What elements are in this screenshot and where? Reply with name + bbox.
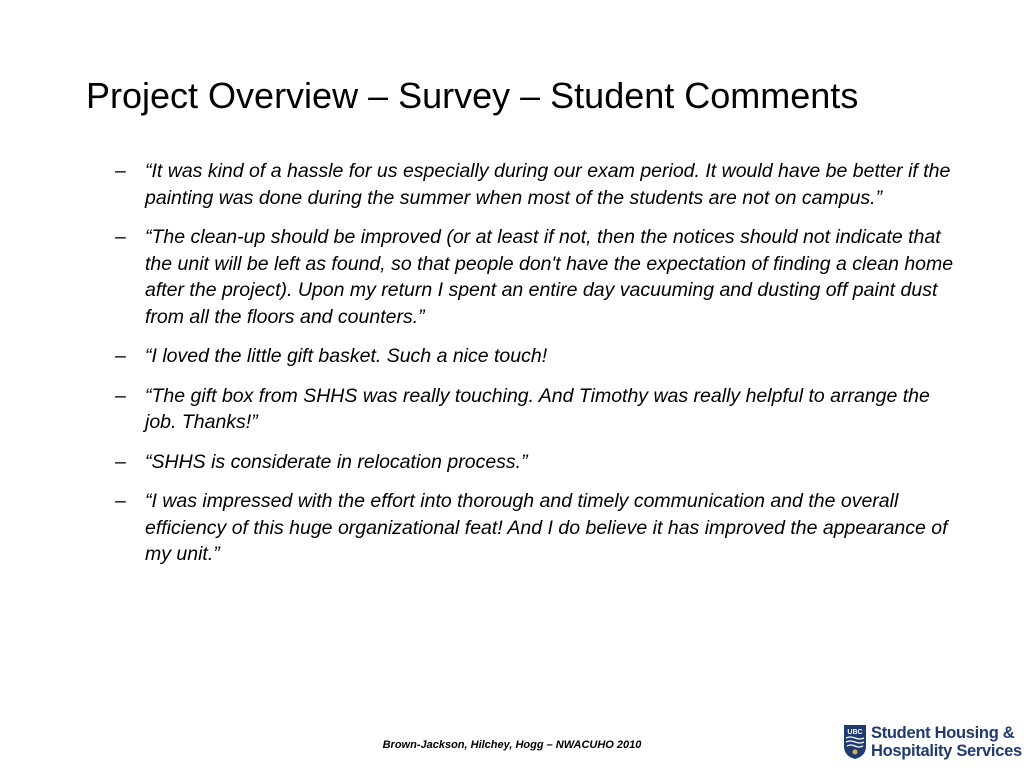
logo-wordmark (871, 724, 1022, 760)
ubc-shhs-logo (843, 722, 1022, 762)
comment-text: “SHHS is considerate in relocation process.” (145, 450, 528, 473)
logo-line-1: Student Housing & (871, 724, 1015, 742)
dash-bullet: – (115, 345, 126, 367)
comment-item (110, 488, 970, 568)
comment-text: “I loved the little gift basket. Such a nice touch! (145, 345, 548, 367)
comment-item (110, 158, 970, 211)
comment-text: “The gift box from SHHS was really touching. And Timothy was really helpful to arrange the job. Thanks!” (145, 384, 930, 433)
comment-item (110, 383, 970, 436)
dash-bullet: – (115, 490, 126, 512)
comment-text: “I was impressed with the effort into thorough and timely communication and the overall efficiency of this huge organizational feat! And I do believe it has improved the appearance of my unit.” (145, 490, 948, 565)
comment-list (110, 158, 970, 581)
dash-bullet: – (115, 450, 126, 473)
comment-item (110, 449, 970, 476)
comment-text: “It was kind of a hassle for us especially during our exam period. It would have be better if the painting was done during the summer when most of the students are not on campus.” (145, 160, 951, 209)
slide-title: Project Overview – Survey – Student Comments (86, 75, 859, 116)
logo-line-2: Hospitality Services (871, 742, 1022, 760)
ubc-crest-icon (843, 724, 867, 760)
dash-bullet: – (115, 226, 126, 248)
dash-bullet: – (115, 160, 126, 182)
comment-item (110, 343, 970, 370)
comment-text: “The clean-up should be improved (or at least if not, then the notices should not indicate that the unit will be left as found, so that people don't have the expectation of finding a clean home after the project). Upon my return I spent an entire day vacuuming and dusting off paint dust from all the floors and counters.” (145, 226, 954, 328)
dash-bullet: – (115, 384, 126, 407)
svg-text:UBC: UBC (847, 729, 863, 736)
footer-credit: Brown-Jackson, Hilchey, Hogg – NWACUHO 2010 (382, 739, 642, 751)
comment-item (110, 224, 970, 330)
